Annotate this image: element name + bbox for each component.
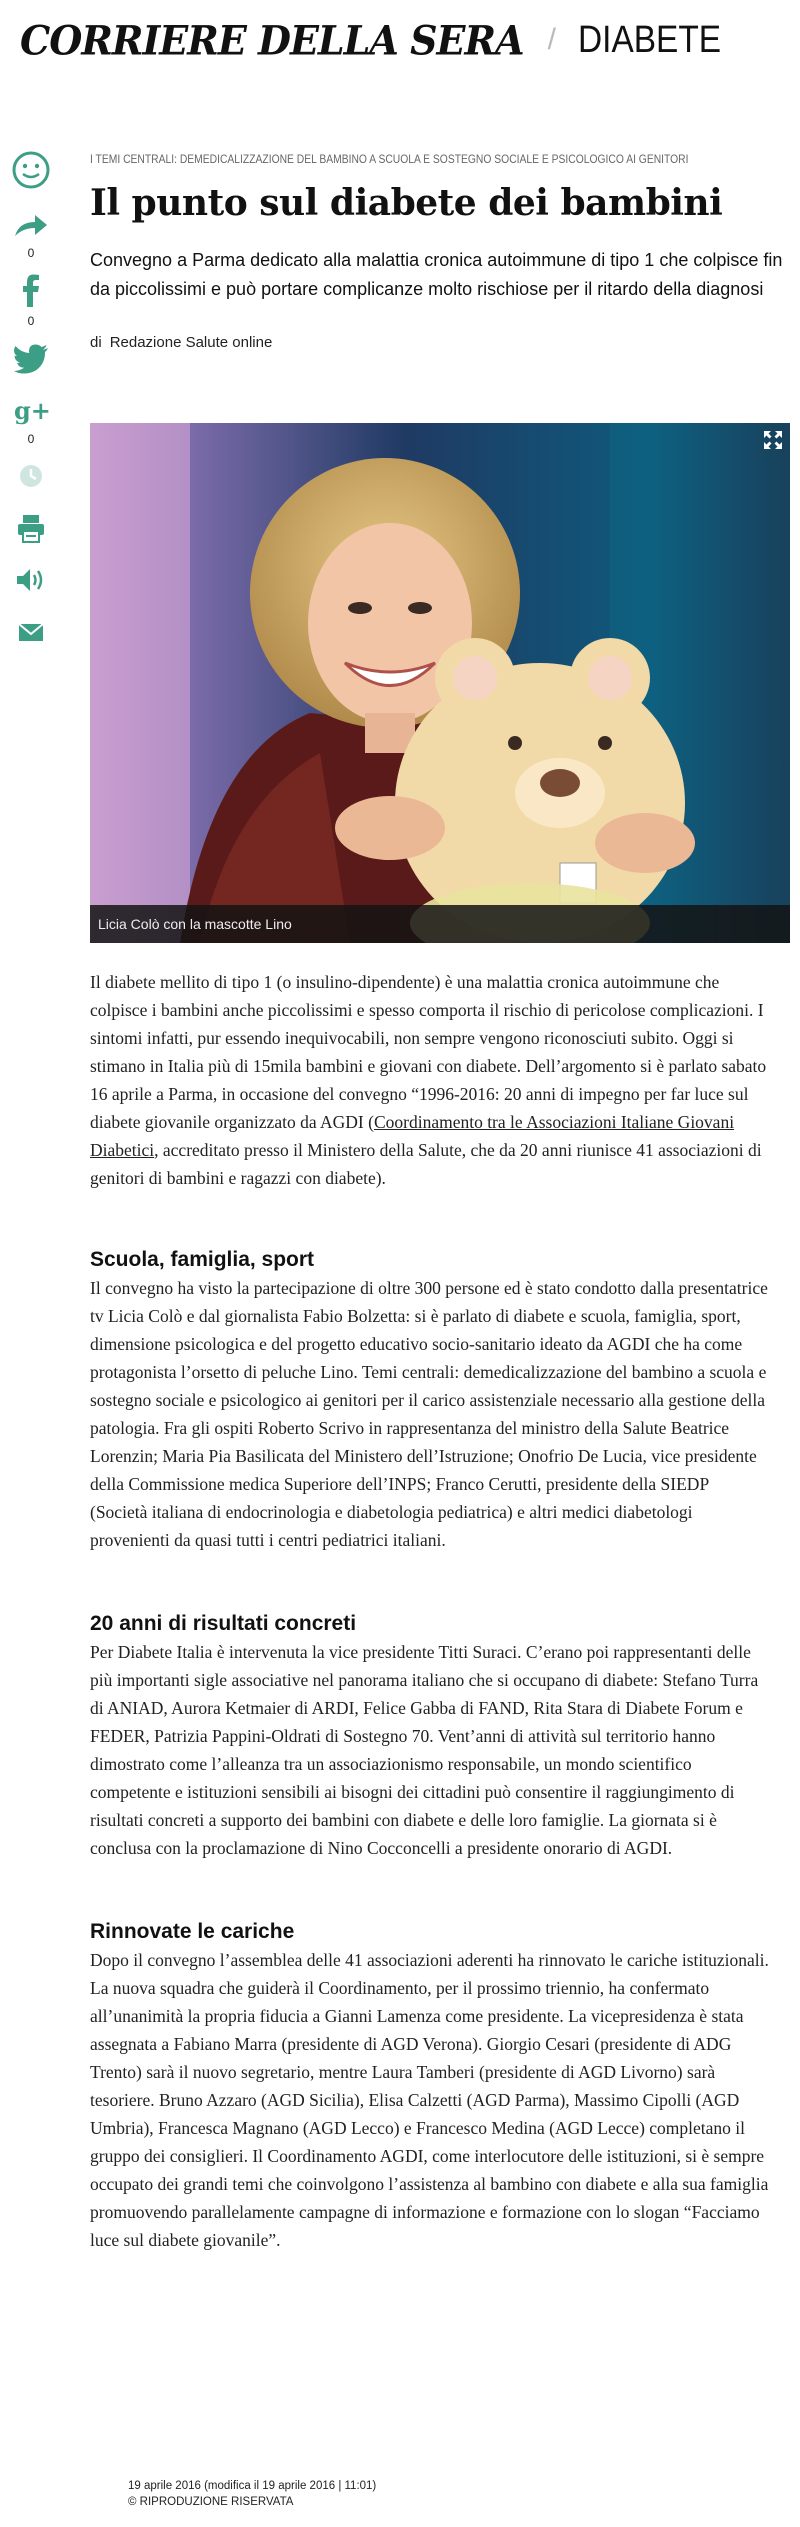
subheading-roles: Rinnovate le cariche — [90, 1920, 295, 1943]
facebook-icon — [11, 274, 51, 308]
twitter-icon — [11, 342, 51, 374]
paragraph-school: Il convegno ha visto la partecipazione di oltre 300 persone ed è stato condotto dalla presentatrice tv Licia Colò e dal giornalista Fabio Bolzetta: si è parlato di diabete e scuola, famiglia, sport, dimensione psicologica e del progetto educativo socio-sanitario ideato da AGDI che ha come protagonista l’orsetto di peluche Lino. Temi centrali: demedicalizzazione del bambino a scuola e sostegno sociale e psicologico ai genitori per il carico assistenziale necessario alla gestione della patologia. Fra gli ospiti Roberto Scrivo in rappresentanza del ministro della Salute Beatrice Lorenzin; Maria Pia Basilicata del Ministero dell’Istruzione; Onofrio De Lucia, vice presidente della Commissione medica Superiore dell’INPS; Franco Cerutti, presidente della SIEDP (Società italiana di endocrinologia e diabetologia pediatrica) e altri medici diabetologi provenienti da quasi tutti i centri pediatrici italiani. — [90, 1278, 768, 1550]
photo-caption: Licia Colò con la mascotte Lino — [90, 905, 790, 943]
share-arrow-icon — [11, 210, 51, 240]
google-plus-share-button[interactable] — [0, 394, 62, 446]
twitter-share-button[interactable] — [0, 342, 62, 374]
site-header — [20, 10, 741, 70]
article-subtitle: Convegno a Parma dedicato alla malattia cronica autoimmune di tipo 1 che colpisce fin da piccolissimi e può portare complicanze molto rischiose per il ritardo della diagnosi — [90, 250, 783, 299]
subheading-school: Scuola, famiglia, sport — [90, 1248, 315, 1271]
share-sidebar — [0, 150, 62, 662]
facebook-count: 0 — [27, 314, 35, 328]
article-footer — [128, 2478, 376, 2510]
byline-prefix: di — [90, 334, 102, 351]
svg-text:g+: g+ — [14, 396, 51, 425]
paragraph-intro-text-a: Il diabete mellito di tipo 1 (o insulino-dipendente) è una malattia cronica autoimmune che colpisce i bambini anche piccolissimi e spesso comporta il rischio di pericolose complicazioni. I sintomi infatti, pur essendo inequivocabili, non sempre vengono riconosciuti subito. Oggi si stimano in Italia più di 15mila bambini e giovani con diabete. Dell’argomento si è parlato sabato 16 aprile a Parma, in occasione del convegno “1996-2016: 20 anni di impegno per far luce sul diabete giovanile organizzato da AGDI ( — [90, 972, 767, 1132]
google-plus-count: 0 — [27, 432, 35, 446]
email-share-button[interactable] — [0, 616, 62, 648]
byline — [90, 334, 790, 351]
read-later-button[interactable] — [0, 460, 62, 492]
print-button[interactable] — [0, 512, 62, 544]
reaction-button[interactable] — [0, 150, 62, 190]
mail-icon — [11, 616, 51, 648]
smiley-icon — [11, 150, 51, 190]
article-photo[interactable] — [90, 423, 790, 943]
clock-icon — [11, 460, 51, 492]
photo-illustration — [90, 423, 790, 943]
article-body — [90, 968, 770, 2254]
article-kicker: I TEMI CENTRALI: DEMEDICALIZZAZIONE DEL BAMBINO A SCUOLA E SOSTEGNO SOCIALE E PSICOLOGICO AI GENITORI — [90, 152, 689, 166]
paragraph-roles: Dopo il convegno l’assemblea delle 41 associazioni aderenti ha rinnovato le cariche istituzionali. La nuova squadra che guiderà il Coordinamento, per il prossimo triennio, ha confermato all’unanimità la propria fiducia a Gianni Lamenza come presidente. La vicepresidenza è stata assegnata a Fabiano Marra (presidente di AGD Verona). Giorgio Cesari (presidente di ADG Trento) sarà il nuovo segretario, mentre Laura Tamberi (presidente di AGD Livorno) sarà tesoriere. Bruno Azzaro (AGD Sicilia), Elisa Calzetti (AGD Parma), Massimo Cipolli (AGD Umbria), Francesca Magnano (AGD Lecco) e Francesco Medina (AGD Lecce) completano il gruppo dei consiglieri. Il Coordinamento AGDI, come interlocutore delle istituzioni, si è sempre occupato dei grandi temi che coinvolgono l’assistenza al bambino con diabete e alla sua famiglia promuovendo parallelamente campagne di informazione e formazione con lo slogan “Facciamo luce sul diabete giovanile”. — [90, 1950, 769, 2250]
paragraph-intro-text-b: , accreditato presso il Ministero della Salute, che da 20 anni riunisce 41 associazioni di genitori di bambini e ragazzi con diabete). — [90, 1140, 762, 1188]
facebook-share-button[interactable] — [0, 274, 62, 328]
subheading-results: 20 anni di risultati concreti — [90, 1612, 357, 1635]
google-plus-icon — [11, 394, 51, 426]
article-header — [90, 152, 790, 351]
brand-logo[interactable]: CORRIERE DELLA SERA — [20, 16, 524, 64]
paragraph-intro — [90, 968, 770, 1192]
article-title: Il punto sul diabete dei bambini — [90, 182, 723, 224]
agdi-link[interactable]: Coordinamento tra le Associazioni Italiane Giovani Diabetici — [90, 1112, 735, 1160]
share-button[interactable] — [0, 210, 62, 260]
header-separator: / — [547, 23, 556, 56]
share-count: 0 — [27, 246, 35, 260]
copyright-notice: © RIPRODUZIONE RISERVATA — [128, 2496, 294, 2508]
audio-icon — [11, 564, 51, 596]
section-title[interactable]: DIABETE — [577, 18, 722, 61]
byline-author[interactable]: Redazione Salute online — [109, 334, 273, 351]
publish-date: 19 aprile 2016 (modifica il 19 aprile 2016 | 11:01) — [128, 2480, 377, 2492]
print-icon — [11, 512, 51, 544]
listen-button[interactable] — [0, 564, 62, 596]
expand-icon[interactable] — [762, 429, 784, 451]
paragraph-results: Per Diabete Italia è intervenuta la vice presidente Titti Suraci. C’erano poi rappresentanti delle più importanti sigle associative nel panorama italiano che si occupano di diabete: Stefano Turra di ANIAD, Aurora Ketmaier di ARDI, Felice Gabba di FAND, Rita Stara di Diabete Forum e FEDER, Patrizia Pappini-Oldrati di Sostegno 70. Vent’anni di attività sul territorio hanno dimostrato come l’alleanza tra un associazionismo responsabile, un mondo scientifico competente e istituzioni sensibili ai bisogni dei cittadini può consentire il raggiungimento di risultati concreti a supporto dei bambini con diabete e delle loro famiglie. La giornata si è conclusa con la proclamazione di Nino Cocconcelli a presidente onorario di AGDI. — [90, 1642, 759, 1858]
